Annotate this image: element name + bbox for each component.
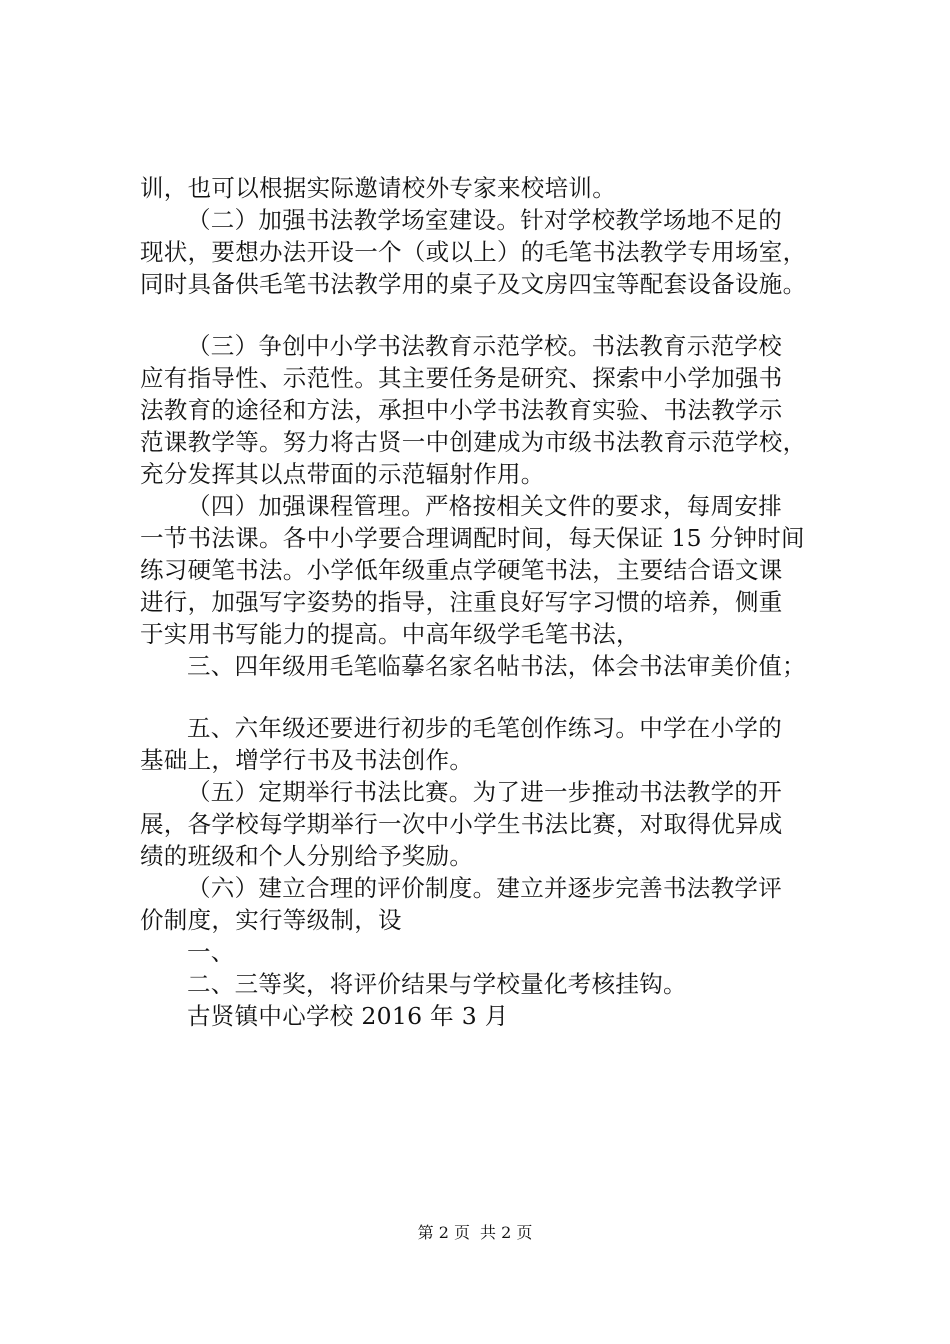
text-line: 于实用书写能力的提高。中高年级学毛笔书法， (140, 620, 640, 648)
text-line: 一、 (187, 938, 235, 966)
page-footer (0, 1222, 950, 1244)
text-line: 基础上，增学行书及书法创作。 (140, 746, 474, 774)
text-line: 应有指导性、示范性。其主要任务是研究、探索中小学加强书 (140, 364, 783, 392)
text-line: 法教育的途径和方法，承担中小学书法教育实验、书法教学示 (140, 396, 783, 424)
text-line: （四）加强课程管理。严格按相关文件的要求，每周安排 (187, 492, 782, 520)
text-line: 同时具备供毛笔书法教学用的桌子及文房四宝等配套设备设施。 (140, 270, 807, 298)
text-line: 五、六年级还要进行初步的毛笔创作练习。中学在小学的 (187, 714, 782, 742)
text-line: 一节书法课。各中小学要合理调配时间，每天保证 15 分钟时间 (140, 524, 805, 552)
page-total: 共 2 页 (480, 1223, 533, 1242)
text-line: 二、三等奖，将评价结果与学校量化考核挂钩。 (187, 970, 687, 998)
paragraph-gap (140, 682, 840, 712)
text-line: 进行，加强写字姿势的指导，注重良好写字习惯的培养，侧重 (140, 588, 783, 616)
text-line: 绩的班级和个人分别给予奖励。 (140, 842, 474, 870)
text-line: （六）建立合理的评价制度。建立并逐步完善书法教学评 (187, 874, 782, 902)
text-line: 练习硬笔书法。小学低年级重点学硬笔书法，主要结合语文课 (140, 556, 783, 584)
text-line: （三）争创中小学书法教育示范学校。书法教育示范学校 (187, 332, 782, 360)
document-body (140, 172, 840, 1032)
paragraph-gap (140, 300, 840, 330)
text-line: 现状，要想办法开设一个（或以上）的毛笔书法教学专用场室， (140, 238, 807, 266)
text-line: 范课教学等。努力将古贤一中创建成为市级书法教育示范学校， (140, 428, 807, 456)
text-line: 三、四年级用毛笔临摹名家名帖书法，体会书法审美价值； (187, 652, 806, 680)
text-line: 充分发挥其以点带面的示范辐射作用。 (140, 460, 545, 488)
signature-line: 古贤镇中心学校 2016 年 3 月 (187, 1002, 509, 1030)
page-number: 第 2 页 (417, 1223, 470, 1242)
text-line: （五）定期举行书法比赛。为了进一步推动书法教学的开 (187, 778, 782, 806)
text-line: 展，各学校每学期举行一次中小学生书法比赛，对取得优异成 (140, 810, 783, 838)
text-line: 训，也可以根据实际邀请校外专家来校培训。 (140, 174, 616, 202)
text-line: 价制度，实行等级制，设 (140, 906, 402, 934)
text-line: （二）加强书法教学场室建设。针对学校教学场地不足的 (187, 206, 782, 234)
